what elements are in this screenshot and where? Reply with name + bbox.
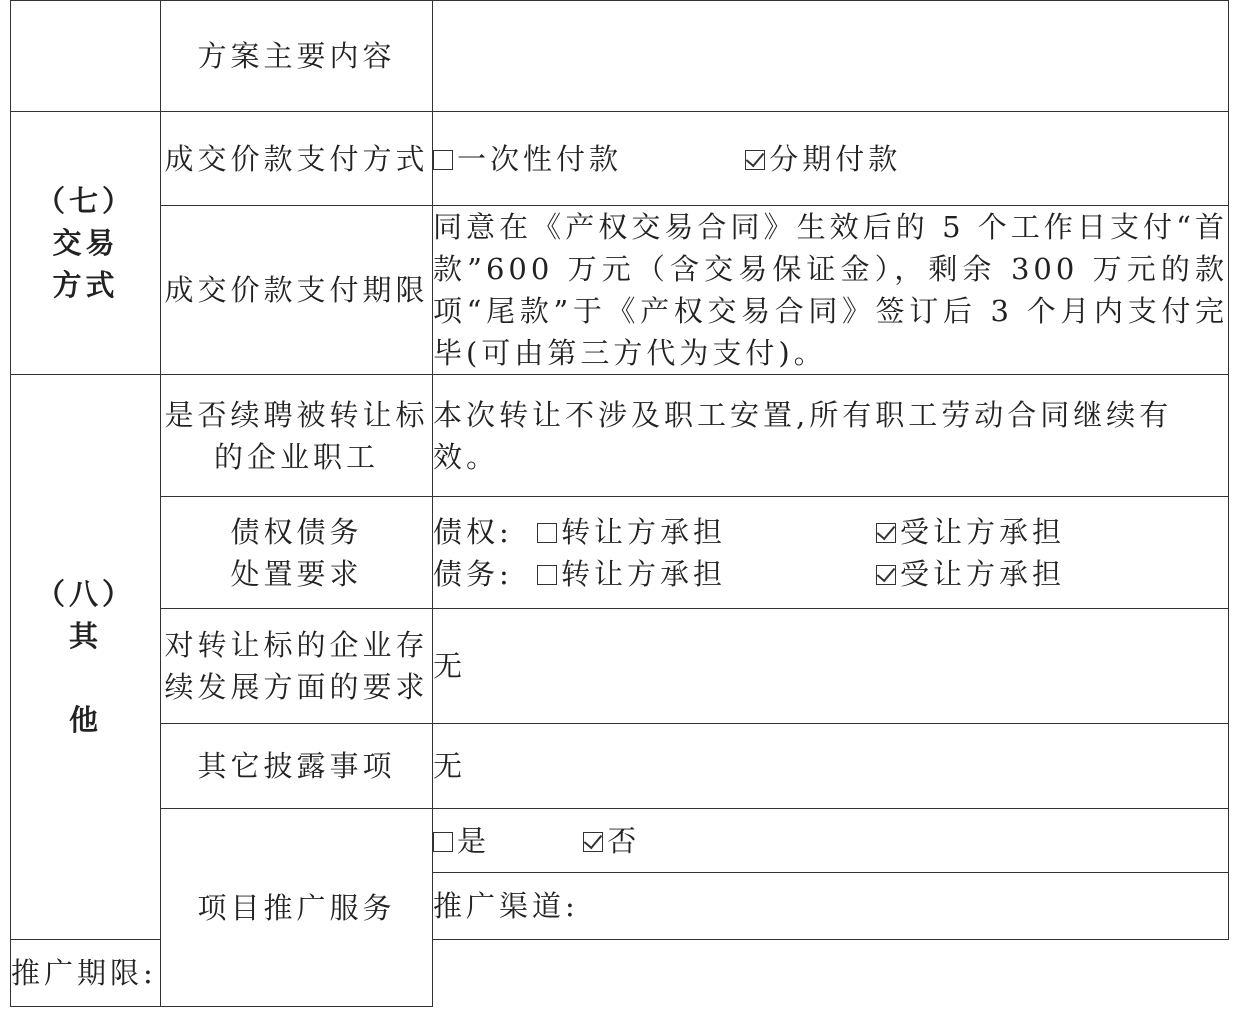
checkbox-checked[interactable] <box>745 150 765 170</box>
debt-label-line-2: 处置要求 <box>230 556 363 591</box>
section-7-label <box>11 112 161 375</box>
section-8-title-1: 其 <box>68 619 102 653</box>
section-8-spacer <box>11 657 160 699</box>
option-installment-label: 分期付款 <box>769 141 902 176</box>
other-disclosure-label: 其它披露事项 <box>161 724 433 809</box>
row-plan-content <box>11 1 1229 112</box>
claims-option-transferee[interactable] <box>876 511 1065 553</box>
promotion-option-no[interactable] <box>583 820 640 862</box>
debt-label <box>161 497 433 609</box>
promotion-period-label: 推广期限: <box>11 940 161 1007</box>
section-7-number: （七） <box>35 184 135 218</box>
checkbox-checked[interactable] <box>876 565 896 585</box>
section-7-title-2: 方式 <box>52 268 119 302</box>
promotion-label: 项目推广服务 <box>161 809 433 1007</box>
checkbox-checked[interactable] <box>583 832 603 852</box>
checkbox-unchecked[interactable] <box>433 832 453 852</box>
promotion-option-yes[interactable] <box>433 820 490 862</box>
payment-term-label: 成交价款支付期限 <box>161 206 433 375</box>
debts-option-transferee[interactable] <box>876 553 1065 595</box>
debts-key: 债务: <box>433 556 513 591</box>
row-debt <box>11 497 1229 609</box>
continuity-label: 对转让标的企业存续发展方面的要求 <box>161 609 433 724</box>
staff-value: 本次转让不涉及职工安置,所有职工劳动合同继续有效。 <box>433 375 1229 497</box>
checkbox-checked[interactable] <box>876 523 896 543</box>
claims-option-transferor-label: 转让方承担 <box>561 514 727 549</box>
checkbox-unchecked[interactable] <box>537 523 557 543</box>
promotion-option-no-label: 否 <box>607 823 641 858</box>
plan-content-label: 方案主要内容 <box>161 1 433 112</box>
empty-section-cell <box>11 1 161 112</box>
payment-method-label: 成交价款支付方式 <box>161 112 433 206</box>
claims-option-transferor[interactable] <box>537 511 726 553</box>
debt-options <box>433 497 1229 609</box>
option-lump-sum-label: 一次性付款 <box>457 141 623 176</box>
payment-term-value: 同意在《产权交易合同》生效后的 5 个工作日支付“首款”600 万元（含交易保证金），剩余 300 万元的款项“尾款”于《产权交易合同》签订后 3 个月内支付完毕(可由第三方代为支付)。 <box>433 206 1229 375</box>
checkbox-unchecked[interactable] <box>433 150 453 170</box>
debts-line <box>433 553 1228 595</box>
checkbox-unchecked[interactable] <box>537 565 557 585</box>
section-8-title-2: 他 <box>68 703 102 737</box>
debt-label-line-1: 债权债务 <box>230 514 363 549</box>
promotion-options <box>433 809 1229 873</box>
promotion-channel-label: 推广渠道: <box>433 873 1229 940</box>
option-installment[interactable] <box>745 138 901 180</box>
claims-option-transferee-label: 受让方承担 <box>900 514 1066 549</box>
disclosure-form-table <box>10 0 1229 1007</box>
promotion-option-yes-label: 是 <box>457 823 491 858</box>
option-lump-sum[interactable] <box>433 138 622 180</box>
row-payment-term <box>11 206 1229 375</box>
row-payment-method <box>11 112 1229 206</box>
row-staff <box>11 375 1229 497</box>
section-8-number: （八） <box>35 577 135 611</box>
staff-label: 是否续聘被转让标的企业职工 <box>161 375 433 497</box>
row-other-disclosure <box>11 724 1229 809</box>
section-7-title-1: 交易 <box>52 226 119 260</box>
continuity-value: 无 <box>433 609 1229 724</box>
plan-content-value <box>433 1 1229 112</box>
debts-option-transferor[interactable] <box>537 553 726 595</box>
claims-line <box>433 511 1228 553</box>
debts-option-transferor-label: 转让方承担 <box>561 556 727 591</box>
payment-method-options <box>433 112 1229 206</box>
claims-key: 债权: <box>433 514 513 549</box>
debts-option-transferee-label: 受让方承担 <box>900 556 1066 591</box>
row-continuity <box>11 609 1229 724</box>
section-8-label <box>11 375 161 940</box>
other-disclosure-value: 无 <box>433 724 1229 809</box>
row-promotion-options <box>11 809 1229 873</box>
